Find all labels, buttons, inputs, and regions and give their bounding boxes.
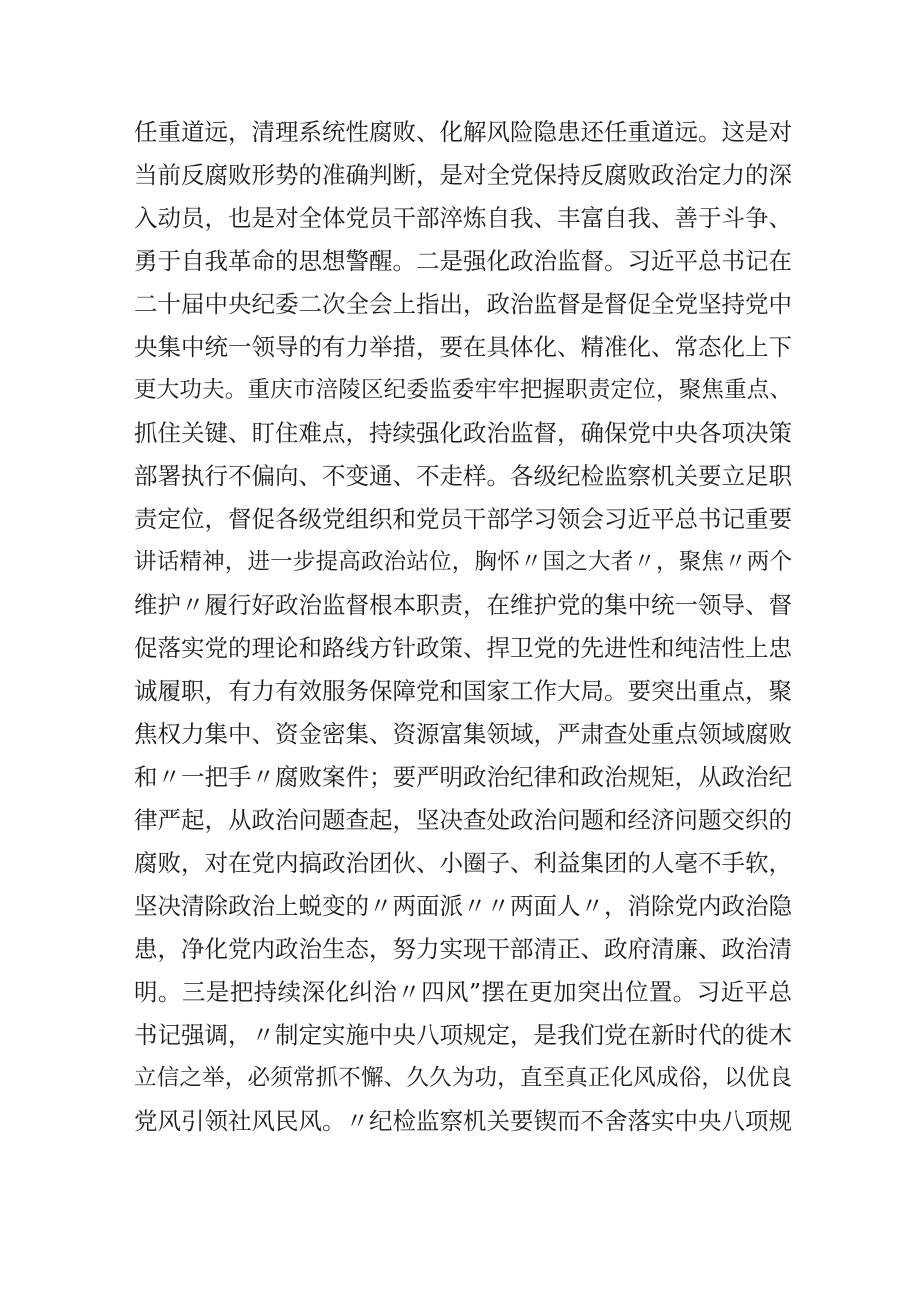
text-line: 诚履职，有力有效服务保障党和国家工作大局。要突出重点，聚 xyxy=(134,677,792,705)
text-line: 维护〃履行好政治监督根本职责，在维护党的集中统一领导、督 xyxy=(134,591,792,619)
text-line: 更大功夫。重庆市涪陵区纪委监委牢牢把握职责定位，聚焦重点、 xyxy=(134,377,792,403)
text-line: 焦权力集中、资金密集、资源富集领域，严肃查处重点领域腐败 xyxy=(134,720,792,748)
text-line: 腐败，对在党内搞政治团伙、小圈子、利益集团的人毫不手软， xyxy=(134,849,792,877)
text-line: 促落实党的理论和路线方针政策、捍卫党的先进性和纯洁性上忠 xyxy=(134,634,792,662)
text-line: 立信之举，必须常抓不懈、久久为功，直至真正化风成俗，以优良 xyxy=(134,1065,792,1091)
text-line: 律严起，从政治问题查起，坚决查处政治问题和经济问题交织的 xyxy=(134,806,792,834)
text-line: 二十届中央纪委二次全会上指出，政治监督是督促全党坚持党中 xyxy=(134,290,792,318)
text-line: 和〃一把手〃腐败案件；要严明政治纪律和政治规矩，从政治纪 xyxy=(134,763,792,791)
text-line: 当前反腐败形势的准确判断，是对全党保持反腐败政治定力的深 xyxy=(134,161,792,189)
text-line: 央集中统一领导的有力举措，要在具体化、精准化、常态化上下 xyxy=(134,333,792,361)
text-line: 抓住关键、盯住难点，持续强化政治监督，确保党中央各项决策 xyxy=(134,419,792,447)
text-line: 勇于自我革命的思想警醒。二是强化政治监督。习近平总书记在 xyxy=(134,247,792,275)
text-line: 明。三是把持续深化纠治〃四风”摆在更加突出位置。习近平总 xyxy=(134,978,792,1006)
text-line: 部署执行不偏向、不变通、不走样。各级纪检监察机关要立足职 xyxy=(134,462,792,490)
text-line: 书记强调，〃制定实施中央八项规定，是我们党在新时代的徙木 xyxy=(134,1021,792,1049)
text-line: 坚决清除政治上蜕变的〃两面派〃〃两面人〃，消除党内政治隐 xyxy=(134,892,792,920)
text-line: 任重道远，清理系统性腐败、化解风险隐患还任重道远。这是对 xyxy=(134,118,792,146)
text-line: 责定位，督促各级党组织和党员干部学习领会习近平总书记重要 xyxy=(134,505,792,533)
text-line: 患，净化党内政治生态，努力实现干部清正、政府清廉、政治清 xyxy=(134,935,792,963)
text-line: 入动员，也是对全体党员干部淬炼自我、丰富自我、善于斗争、 xyxy=(134,204,792,232)
text-line: 党风引领社风民风。〃纪检监察机关要锲而不舍落实中央八项规 xyxy=(134,1107,792,1135)
text-line: 讲话精神，进一步提高政治站位，胸怀〃国之大者〃，聚焦〃两个 xyxy=(134,549,792,575)
